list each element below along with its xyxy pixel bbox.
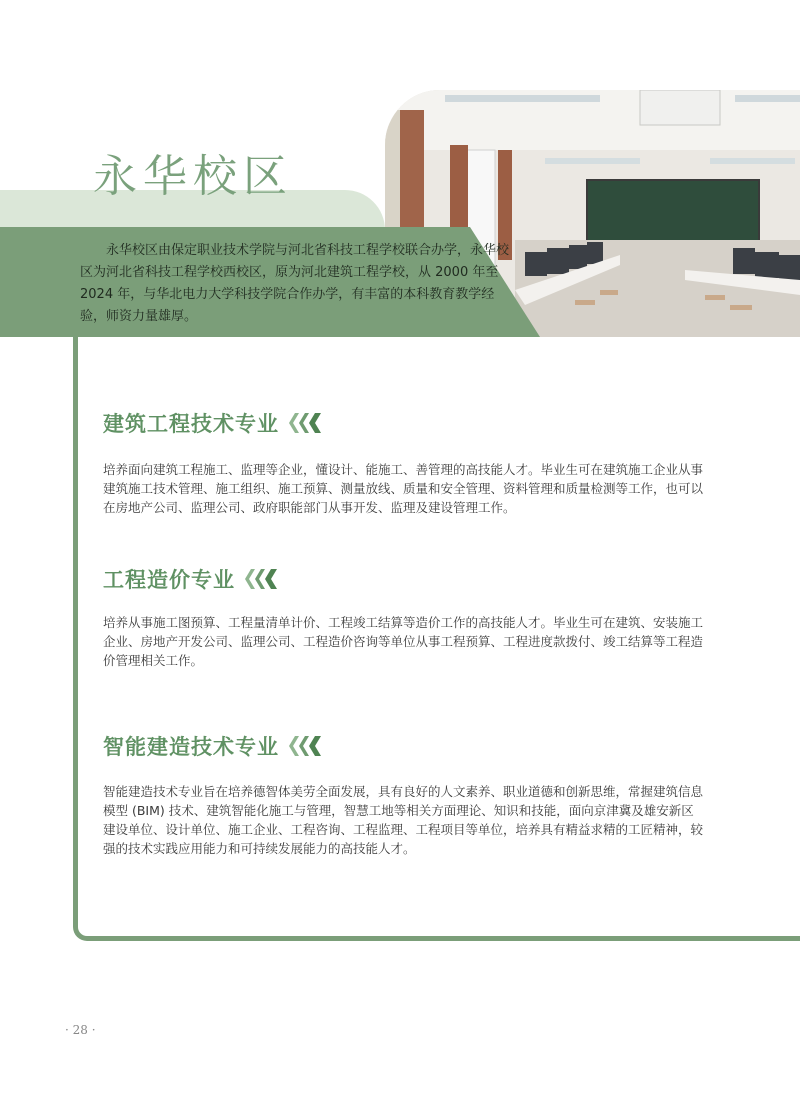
section-title-text: 智能建造技术专业 (103, 735, 279, 759)
section-title-cost (103, 564, 285, 594)
campus-intro: 永华校区由保定职业技术学院与河北省科技工程学校联合办学，永华校区为河北省科技工程学校西校区，原为河北建筑工程学校，从 2000 年至 2024 年，与华北电力大学科技学院合作办学，有丰富的本科教育教学经验，师资力量雄厚。 (80, 243, 510, 324)
chevron-left-icon (245, 569, 285, 589)
section-title-construction (103, 408, 329, 438)
chevron-left-icon (289, 413, 329, 433)
section-title-smart (103, 731, 329, 761)
section-title-text: 建筑工程技术专业 (103, 412, 279, 436)
section-body-construction: 培养面向建筑工程施工、监理等企业，懂设计、能施工、善管理的高技能人才。毕业生可在建筑施工企业从事建筑施工技术管理、施工组织、施工预算、测量放线、质量和安全管理、资料管理和质量检测等工作，也可以在房地产公司、监理公司、政府职能部门从事开发、监理及建设管理工作。 (103, 462, 704, 515)
section-body-smart: 智能建造技术专业旨在培养德智体美劳全面发展，具有良好的人文素养、职业道德和创新思维，常握建筑信息模型 (BIM) 技术、建筑智能化施工与管理，智慧工地等相关方面理论、知识和技能，面向京津冀及雄安新区建设单位、设计单位、施工企业、工程咨询、工程监理、工程项目等单位，培养具有精益求精的工匠精神，较强的技术实践应用能力和可持续发展能力的高技能人才。 (103, 784, 704, 856)
page-number: · 28 · (65, 1023, 96, 1037)
section-body-cost: 培养从事施工图预算、工程量清单计价、工程竣工结算等造价工作的高技能人才。毕业生可在建筑、安装施工企业、房地产开发公司、监理公司、工程造价咨询等单位从事工程预算、工程进度款拨付、竣工结算等工程造价管理相关工作。 (103, 615, 704, 668)
page-title: 永华校区 (93, 151, 293, 202)
chevron-left-icon (289, 736, 329, 756)
section-title-text: 工程造价专业 (103, 568, 235, 592)
